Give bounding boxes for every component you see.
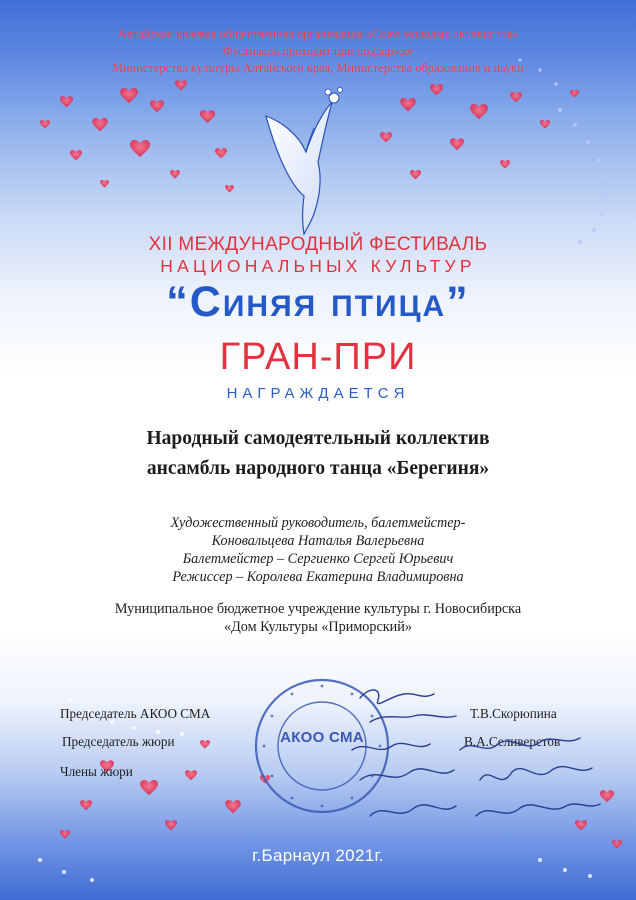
staff-line: Художественный руководитель, балетмейстер- xyxy=(170,515,466,531)
chair-name: Т.В.Скорюпина xyxy=(470,706,557,721)
stamp-center-text: АКОО СМА xyxy=(280,729,364,746)
jury-chair-label: Председатель жюри xyxy=(62,734,175,749)
festival-title-line2: НАЦИОНАЛЬНЫХ КУЛЬТУР xyxy=(160,256,476,276)
support-line: Фестиваль проходит при поддержке xyxy=(222,44,414,58)
staff-line: Балетмейстер – Сергиенко Сергей Юрьевич xyxy=(182,551,454,567)
organizer-line: Алтайская краевая общественная организация «Союз молодых активистов» xyxy=(117,27,519,41)
institution-line1: Муниципальное бюджетное учреждение культуры г. Новосибирска xyxy=(114,601,522,617)
staff-line: Режиссер – Королева Екатерина Владимировна xyxy=(172,569,464,585)
bird-logo-icon xyxy=(248,78,358,236)
recipient-line2: ансамбль народного танца «Берегиня» xyxy=(146,458,490,479)
jury-members-label: Члены жюри xyxy=(60,764,133,779)
city-and-year: г.Барнаул 2021г. xyxy=(252,846,384,865)
ministries-line: Министерства культуры Алтайского края, Министерства образования и науки xyxy=(112,61,524,75)
recipient-line1: Народный самодеятельный коллектив xyxy=(146,428,490,449)
award-title: ГРАН-ПРИ xyxy=(219,336,417,378)
festival-title-line1: XII МЕЖДУНАРОДНЫЙ ФЕСТИВАЛЬ xyxy=(148,234,488,255)
chair-label: Председатель АКОО СМА xyxy=(60,706,211,721)
staff-line: Коновальцева Наталья Валерьевна xyxy=(211,533,425,549)
award-subtitle: НАГРАЖДАЕТСЯ xyxy=(226,385,410,402)
jury-chair-name: В.А.Селиверстов xyxy=(464,734,561,749)
institution-line2: «Дом Культуры «Приморский» xyxy=(224,619,412,635)
festival-name: “Синяя птица” xyxy=(166,278,470,326)
handwritten-signatures xyxy=(330,676,610,846)
